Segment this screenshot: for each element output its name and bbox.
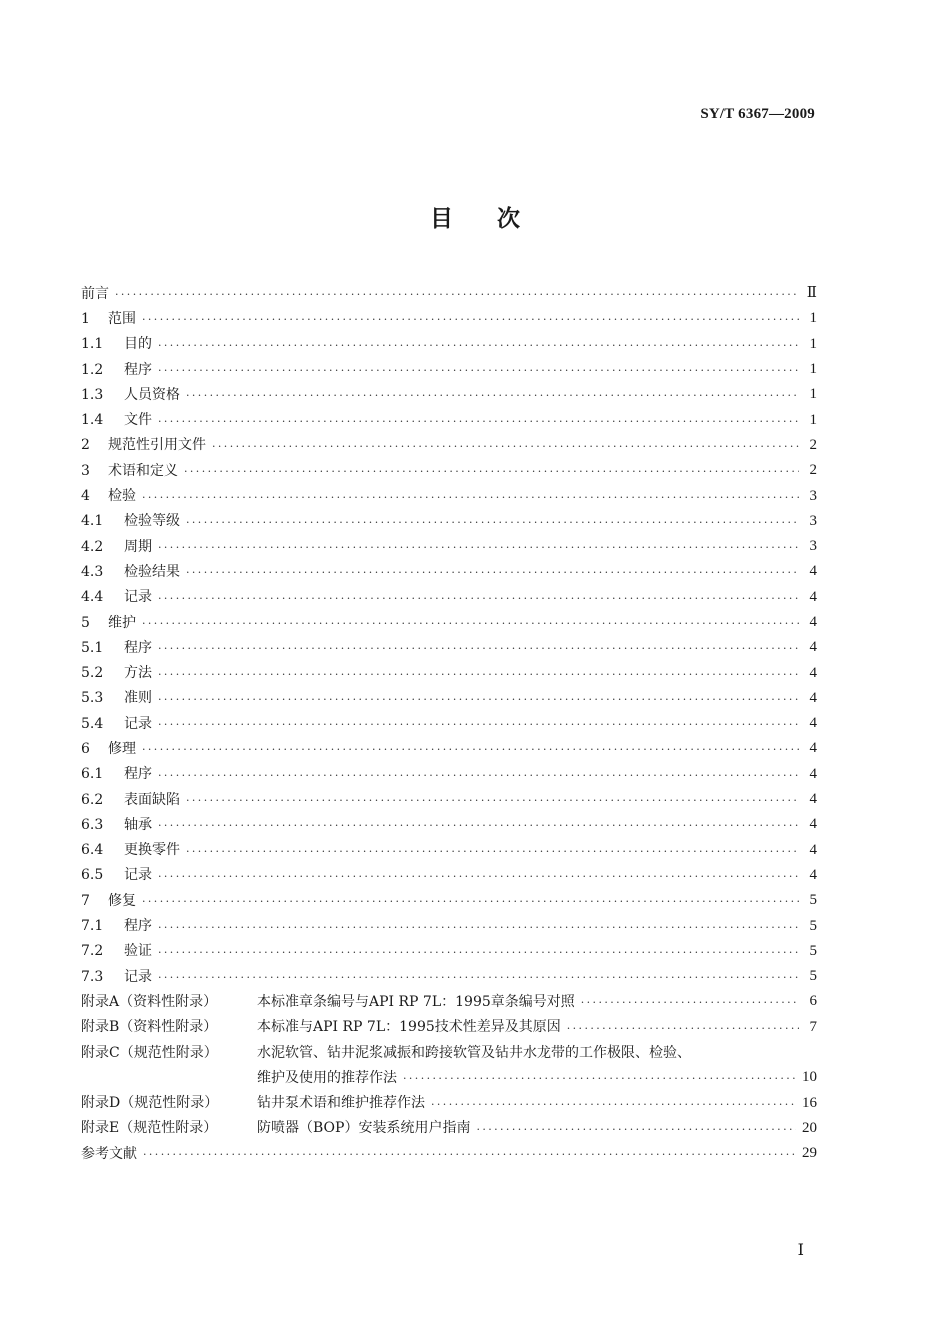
appendix-page: 20: [802, 1119, 817, 1136]
toc-entry[interactable]: [81, 863, 817, 888]
toc-entry-number: 4.3: [81, 563, 104, 580]
toc-entry[interactable]: [81, 332, 817, 357]
page-number: Ⅰ: [797, 1242, 804, 1259]
toc-entry-label: 方法: [124, 665, 152, 682]
toc-entry-number: 6: [81, 740, 90, 757]
table-of-contents: [81, 281, 817, 1166]
leader-dots: [142, 314, 799, 325]
toc-entry-number: 1: [81, 310, 90, 327]
toc-entry[interactable]: [81, 610, 817, 635]
toc-entry-number: 4.4: [81, 589, 104, 606]
appendix-label: 附录B（资料性附录）: [81, 1019, 218, 1036]
appendix-label: 附录C（规范性附录）: [81, 1044, 218, 1061]
appendix-entry-a[interactable]: [81, 989, 817, 1014]
toc-entry-number: 5.4: [81, 715, 104, 732]
toc-entry[interactable]: [81, 812, 817, 837]
toc-entry[interactable]: [81, 736, 817, 761]
toc-entry-label: 修理: [108, 740, 136, 757]
toc-entry-label: 检验: [108, 488, 136, 505]
leader-dots: [158, 365, 799, 376]
toc-entry-page: Ⅱ: [806, 285, 817, 302]
leader-dots: [186, 390, 799, 401]
toc-entry-page: 2: [809, 436, 817, 453]
toc-entry-label: 范围: [108, 310, 136, 327]
leader-dots: [186, 795, 799, 806]
toc-entry-label: 目的: [124, 336, 152, 353]
toc-entry-page: 4: [809, 715, 817, 732]
toc-entry[interactable]: [81, 585, 817, 610]
toc-entry-page: 4: [809, 639, 817, 656]
toc-entry-label: 维护: [108, 614, 136, 631]
toc-entry-label: 程序: [124, 639, 152, 656]
toc-entry-page: 4: [809, 664, 817, 681]
toc-entry-label: 程序: [124, 361, 152, 378]
appendix-title: 钻井泵术语和维护推荐作法: [257, 1095, 425, 1112]
appendix-title: 水泥软管、钻井泥浆减振和跨接软管及钻井水龙带的工作极限、检验、: [257, 1044, 691, 1061]
toc-entry[interactable]: [81, 964, 817, 989]
toc-entry-page: 5: [809, 892, 817, 909]
toc-entry-number: 4.2: [81, 538, 104, 555]
toc-entry-label: 规范性引用文件: [108, 437, 206, 454]
toc-entry-page: 4: [809, 563, 817, 580]
toc-entry[interactable]: [81, 433, 817, 458]
toc-entry[interactable]: [81, 635, 817, 660]
appendix-label: 附录E（规范性附录）: [81, 1120, 218, 1137]
appendix-page: 16: [802, 1094, 817, 1111]
appendix-title: 本标准章条编号与API RP 7L：1995章条编号对照: [257, 993, 575, 1010]
toc-entry[interactable]: [81, 660, 817, 685]
leader-dots: [158, 694, 799, 705]
toc-entry-page: 2: [809, 462, 817, 479]
toc-entry-number: 1.2: [81, 361, 104, 378]
toc-entry[interactable]: [81, 939, 817, 964]
toc-entry[interactable]: [81, 281, 817, 306]
toc-entry-page: 1: [809, 335, 817, 352]
appendix-entry-d[interactable]: [81, 1091, 817, 1116]
appendix-entry-b[interactable]: [81, 1015, 817, 1040]
toc-entry-page: 1: [809, 361, 817, 378]
toc-entry[interactable]: [81, 838, 817, 863]
toc-entry-page: 5: [809, 942, 817, 959]
appendix-entry-e[interactable]: [81, 1116, 817, 1141]
toc-entry[interactable]: [81, 357, 817, 382]
toc-entry-label: 人员资格: [124, 386, 180, 403]
toc-entry[interactable]: [81, 306, 817, 331]
toc-entry-page: 3: [809, 538, 817, 555]
toc-entry[interactable]: [81, 458, 817, 483]
leader-dots: [143, 1149, 796, 1160]
references-label: 参考文献: [81, 1145, 137, 1162]
toc-entry-label: 前言: [81, 285, 109, 302]
appendix-label: 附录A（资料性附录）: [81, 993, 218, 1010]
toc-entry-page: 4: [809, 614, 817, 630]
appendix-entry-c-continued[interactable]: [81, 1065, 817, 1090]
leader-dots: [142, 618, 799, 629]
toc-entry-number: 3: [81, 462, 90, 479]
toc-entry-label: 准则: [124, 690, 152, 707]
toc-entry-label: 记录: [124, 968, 152, 985]
toc-entry-page: 4: [809, 689, 817, 706]
leader-dots: [476, 1124, 796, 1135]
toc-entry-page: 1: [809, 310, 817, 327]
toc-entry-label: 文件: [124, 412, 152, 429]
leader-dots: [158, 972, 799, 983]
toc-entry-number: 6.1: [81, 766, 104, 783]
toc-entry-number: 1.1: [81, 336, 104, 353]
toc-entry-label: 记录: [124, 867, 152, 884]
leader-dots: [158, 669, 799, 680]
appendix-label: 附录D（规范性附录）: [81, 1095, 219, 1112]
toc-entry-number: 7: [81, 892, 90, 909]
toc-entry-page: 1: [809, 386, 817, 403]
appendix-title: 本标准与API RP 7L：1995技术性差异及其原因: [257, 1019, 561, 1036]
leader-dots: [431, 1099, 796, 1110]
toc-entry-number: 7.3: [81, 968, 104, 985]
toc-entry-label: 程序: [124, 766, 152, 783]
references-entry[interactable]: [81, 1141, 817, 1166]
leader-dots: [581, 997, 799, 1008]
toc-entry-page: 4: [809, 765, 817, 782]
toc-entry[interactable]: [81, 559, 817, 584]
appendix-page: 6: [809, 993, 817, 1010]
leader-dots: [158, 947, 799, 958]
leader-dots: [158, 770, 799, 781]
toc-entry[interactable]: [81, 711, 817, 736]
leader-dots: [142, 744, 799, 755]
appendix-page: 10: [802, 1069, 817, 1086]
toc-entry[interactable]: [81, 787, 817, 812]
leader-dots: [115, 289, 799, 300]
leader-dots: [142, 896, 799, 907]
page-title: 目次: [430, 206, 564, 232]
toc-entry-number: 6.5: [81, 867, 104, 884]
toc-entry-label: 修复: [108, 892, 136, 909]
toc-entry-label: 记录: [124, 589, 152, 606]
toc-entry[interactable]: [81, 483, 817, 508]
toc-entry-number: 1.3: [81, 386, 104, 403]
toc-entry[interactable]: [81, 913, 817, 938]
toc-entry-page: 4: [809, 841, 817, 858]
leader-dots: [567, 1023, 799, 1034]
toc-entry-page: 3: [809, 512, 817, 529]
leader-dots: [403, 1073, 796, 1084]
toc-entry[interactable]: [81, 407, 817, 432]
toc-entry-label: 检验等级: [124, 513, 180, 530]
toc-entry-number: 6.3: [81, 816, 104, 833]
toc-entry-label: 检验结果: [124, 563, 180, 580]
toc-entry-number: 1.4: [81, 412, 104, 429]
toc-entry[interactable]: [81, 888, 817, 913]
toc-entry-label: 更换零件: [124, 842, 180, 859]
toc-entry-label: 程序: [124, 918, 152, 935]
leader-dots: [184, 466, 799, 477]
leader-dots: [212, 441, 799, 452]
toc-entry-page: 4: [809, 740, 817, 757]
toc-entry-page: 4: [809, 816, 817, 833]
leader-dots: [158, 416, 799, 427]
toc-entry-number: 6.4: [81, 842, 104, 859]
toc-entry-number: 6.2: [81, 791, 104, 808]
toc-entry-number: 2: [81, 437, 90, 454]
leader-dots: [186, 567, 799, 578]
toc-entry-number: 5.1: [81, 639, 104, 656]
toc-entry[interactable]: [81, 509, 817, 534]
toc-entry-label: 术语和定义: [108, 462, 178, 479]
toc-entry-page: 5: [809, 968, 817, 985]
leader-dots: [158, 820, 799, 831]
leader-dots: [158, 643, 799, 654]
appendix-title-continued: 维护及使用的推荐作法: [257, 1069, 397, 1086]
toc-entry[interactable]: [81, 686, 817, 711]
appendix-page: 7: [809, 1018, 817, 1035]
toc-entry-page: 3: [809, 487, 817, 504]
leader-dots: [158, 593, 799, 604]
document-code: SY/T 6367—2009: [700, 106, 815, 122]
leader-dots: [158, 922, 799, 933]
toc-entry-number: 5.3: [81, 690, 104, 707]
toc-entry-number: 5.2: [81, 665, 104, 682]
toc-entry[interactable]: [81, 762, 817, 787]
toc-entry-number: 5: [81, 614, 90, 631]
toc-entry[interactable]: [81, 382, 817, 407]
leader-dots: [158, 542, 799, 553]
toc-entry-label: 验证: [124, 943, 152, 960]
leader-dots: [158, 871, 799, 882]
toc-entry-page: 1: [809, 411, 817, 428]
leader-dots: [186, 846, 799, 857]
leader-dots: [158, 719, 799, 730]
toc-entry-label: 周期: [124, 538, 152, 555]
toc-entry-number: 7.1: [81, 918, 104, 935]
appendix-entry-c[interactable]: [81, 1040, 817, 1065]
toc-entry[interactable]: [81, 534, 817, 559]
toc-entry-number: 4.1: [81, 513, 104, 530]
toc-entry-page: 5: [809, 917, 817, 934]
references-page: 29: [802, 1145, 817, 1162]
appendix-title: 防喷器（BOP）安装系统用户指南: [257, 1120, 471, 1137]
toc-entry-page: 4: [809, 588, 817, 605]
toc-entry-number: 7.2: [81, 943, 104, 960]
toc-entry-number: 4: [81, 488, 90, 505]
toc-entry-page: 4: [809, 866, 817, 883]
leader-dots: [186, 517, 799, 528]
toc-entry-page: 4: [809, 791, 817, 808]
toc-entry-label: 记录: [124, 715, 152, 732]
leader-dots: [142, 492, 799, 503]
toc-entry-label: 表面缺陷: [124, 791, 180, 808]
toc-entry-label: 轴承: [124, 816, 152, 833]
leader-dots: [158, 340, 799, 351]
